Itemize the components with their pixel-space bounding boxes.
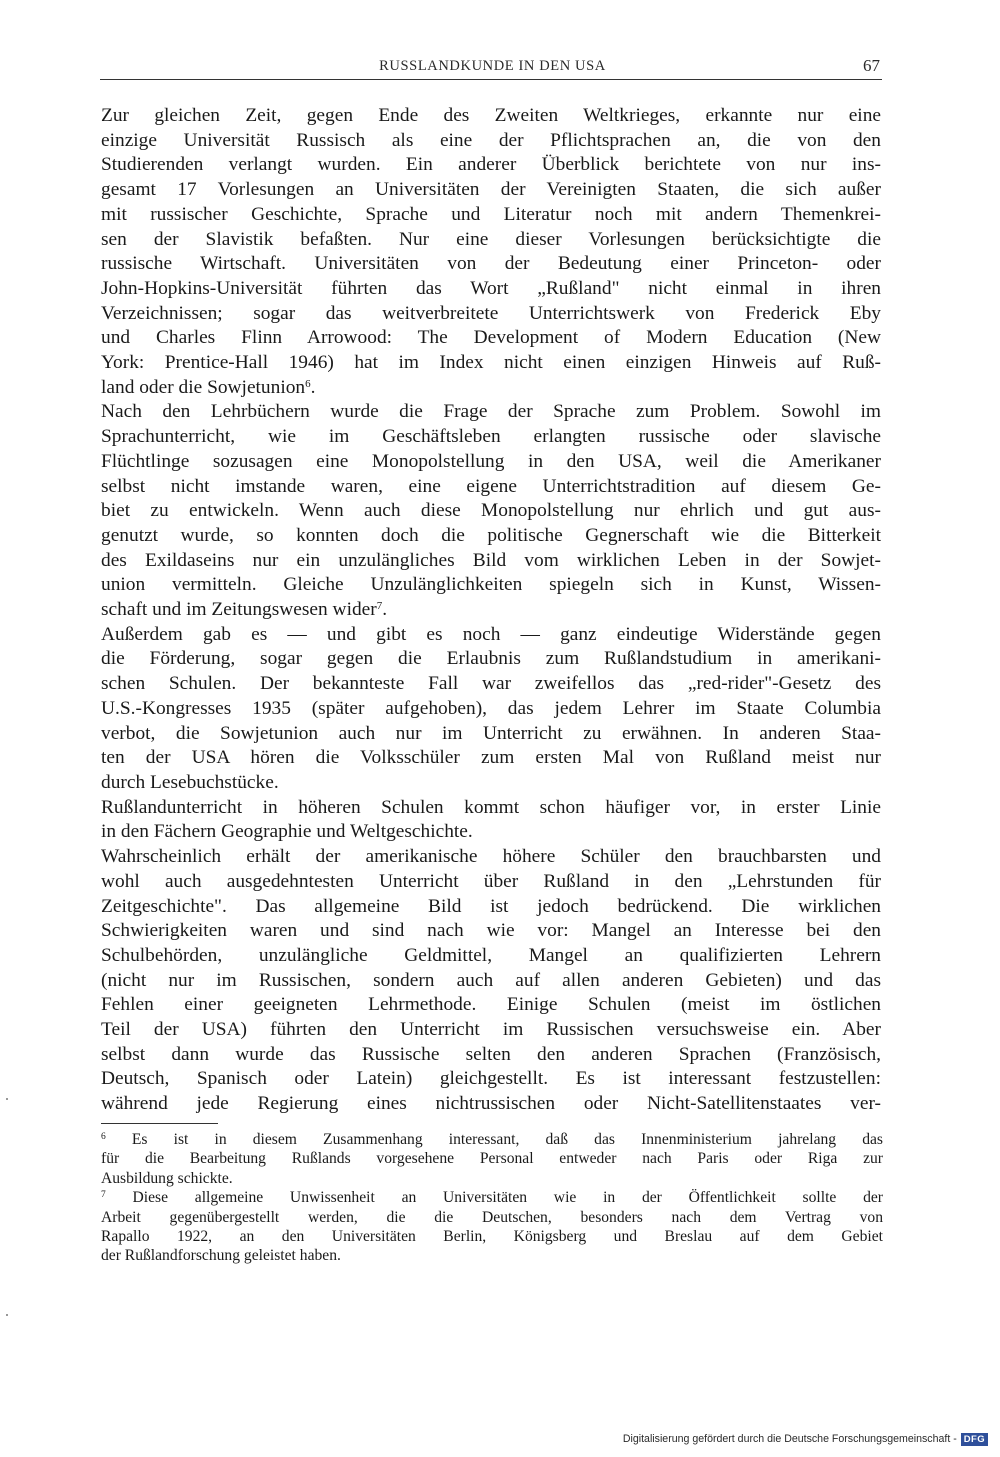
text-line: Zeitgeschichte". Das allgemeine Bild ist jedoch bedrückend. Die wirklichen bbox=[101, 895, 881, 917]
footnote bbox=[101, 1130, 883, 1188]
text-line: genutzt wurde, so konnten doch die politische Gegnerschaft wie die Bitterkeit bbox=[101, 524, 881, 546]
text-line: Deutsch, Spanisch oder Latein) gleichgestellt. Es ist interessant festzustellen: bbox=[101, 1068, 881, 1090]
scan-speck bbox=[6, 1314, 8, 1316]
text-line: wohl auch ausgedehntesten Unterricht über Rußland in den „Lehrstunden für bbox=[101, 870, 881, 892]
text-line: John-Hopkins-Universität führten das Wort „Rußland" nicht einmal in ihren bbox=[101, 277, 881, 299]
paragraph bbox=[101, 845, 881, 1117]
text-line: Rußlandunterricht in höheren Schulen kommt schon häufiger vor, in erster Linie bbox=[101, 796, 881, 818]
text-line: selbst dann wurde das Russische selten den anderen Sprachen (Französisch, bbox=[101, 1043, 881, 1065]
text-line bbox=[101, 376, 881, 401]
footnote-line: Arbeit gegenübergestellt werden, die die Deutschen, besonders nach dem Vertrag von bbox=[101, 1208, 883, 1226]
text-fragment: schaft und im Zeitungswesen wider bbox=[101, 599, 377, 621]
footnote-marker: 7 bbox=[101, 1190, 106, 1201]
footnote-line: Rapallo 1922, an den Universitäten Berlin, Königsberg und Breslau auf dem Gebiet bbox=[101, 1228, 883, 1246]
text-line: gesamt 17 Vorlesungen an Universitäten der Vereinigten Staaten, die sich außer bbox=[101, 179, 881, 201]
text-line: Außerdem gab es — und gibt es noch — ganz eindeutige Widerstände gegen bbox=[101, 623, 881, 645]
paragraph bbox=[101, 400, 881, 622]
text-line: durch Lesebuchstücke. bbox=[101, 771, 279, 793]
text-line bbox=[101, 598, 881, 623]
body-text bbox=[101, 104, 881, 1117]
text-line: schen Schulen. Der bekannteste Fall war zweifellos das „red-rider"-Gesetz des bbox=[101, 673, 881, 695]
text-line: Fehlen einer geeigneten Lehrmethode. Einige Schulen (meist im östlichen bbox=[101, 994, 881, 1016]
text-line: Wahrscheinlich erhält der amerikanische höhere Schüler den brauchbarsten und bbox=[101, 846, 881, 868]
scan-speck bbox=[6, 1098, 8, 1100]
text-line: York: Prentice-Hall 1946) hat im Index nicht einen einzigen Hinweis auf Ruß- bbox=[101, 352, 881, 374]
dfg-logo: DFG bbox=[961, 1433, 988, 1446]
footnote-line bbox=[101, 1188, 883, 1207]
text-line: ten der USA hören die Volksschüler zum ersten Mal von Rußland meist nur bbox=[101, 747, 881, 769]
footnotes bbox=[101, 1130, 883, 1266]
credit-text: Digitalisierung gefördert durch die Deutsche Forschungsgemeinschaft - bbox=[622, 1433, 957, 1445]
text-line: Flüchtlinge sozusagen eine Monopolstellung in den USA, weil die Amerikaner bbox=[101, 450, 881, 472]
text-line: die Förderung, sogar gegen die Erlaubnis zum Rußlandstudium in amerikani- bbox=[101, 648, 881, 670]
text-line: selbst nicht imstande waren, eine eigene Unterrichtstradition auf diesem Ge- bbox=[101, 475, 881, 497]
text-line: Studierenden verlangt wurden. Ein anderer Überblick berichtete von nur ins- bbox=[101, 154, 881, 176]
text-line: Verzeichnissen; sogar das weitverbreitete Unterrichtswerk von Frederick Eby bbox=[101, 302, 881, 324]
text-line: russische Wirtschaft. Universitäten von der Bedeutung einer Princeton- oder bbox=[101, 253, 881, 275]
text-line: mit russischer Geschichte, Sprache und Literatur noch mit andern Themenkrei- bbox=[101, 203, 881, 225]
text-line: Schwierigkeiten waren und sind nach wie vor: Mangel an Interesse bei den bbox=[101, 920, 881, 942]
footnote bbox=[101, 1188, 883, 1266]
text-line: einzige Universität Russisch als eine der Pflichtsprachen an, die von den bbox=[101, 129, 881, 151]
text-line: union vermitteln. Gleiche Unzulänglichkeiten spiegeln sich in Kunst, Wissen- bbox=[101, 574, 881, 596]
text-line: U.S.-Kongresses 1935 (später aufgehoben), das jedem Lehrer im Staate Columbia bbox=[101, 697, 881, 719]
text-line: des Exildaseins nur ein unzulängliches Bild vom wirklichen Leben in der Sowjet- bbox=[101, 549, 881, 571]
text-fragment: Diese allgemeine Unwissenheit an Universitäten wie in der Öffentlichkeit sollte der bbox=[132, 1189, 883, 1207]
running-header bbox=[105, 56, 880, 78]
footnote-line: der Rußlandforschung geleistet haben. bbox=[101, 1247, 341, 1265]
text-line: Zur gleichen Zeit, gegen Ende des Zweiten Weltkrieges, erkannte nur eine bbox=[101, 105, 881, 126]
paragraph bbox=[101, 623, 881, 796]
page-number: 67 bbox=[863, 56, 880, 75]
text-line: verbot, die Sowjetunion auch nur im Unterricht zu erwähnen. In anderen Staa- bbox=[101, 722, 881, 744]
running-title: RUSSLANDKUNDE IN DEN USA bbox=[379, 58, 606, 74]
text-line: sen der Slavistik befaßten. Nur eine dieser Vorlesungen berücksichtigte die bbox=[101, 228, 881, 250]
text-line: in den Fächern Geographie und Weltgeschichte. bbox=[101, 821, 473, 843]
footnote-line: für die Bearbeitung Rußlands vorgesehene Personal entweder nach Paris oder Riga zur bbox=[101, 1150, 883, 1168]
paragraph bbox=[101, 104, 881, 400]
footnote-marker: 6 bbox=[101, 1132, 106, 1142]
footnote-ref: 7 bbox=[376, 600, 383, 613]
text-fragment: . bbox=[310, 376, 316, 398]
paragraph bbox=[101, 796, 881, 845]
footnote-ref: 6 bbox=[305, 377, 311, 390]
text-line: Nach den Lehrbüchern wurde die Frage der Sprache zum Problem. Sowohl im bbox=[101, 401, 881, 423]
footnote-line: Ausbildung schickte. bbox=[101, 1169, 233, 1187]
text-line: (nicht nur im Russischen, sondern auch auf allen anderen Gebieten) und das bbox=[101, 969, 881, 991]
footnote-line bbox=[101, 1130, 883, 1149]
header-rule bbox=[100, 79, 882, 80]
text-fragment: . bbox=[382, 599, 388, 621]
text-fragment: Es ist in diesem Zusammenhang interessant, daß das Innenministerium jahrelang das bbox=[131, 1131, 883, 1148]
digitization-credit bbox=[623, 1431, 988, 1447]
text-line: während jede Regierung eines nichtrussischen oder Nicht-Satellitenstaates ver- bbox=[101, 1093, 881, 1115]
footnote-rule bbox=[101, 1123, 218, 1124]
text-line: Sprachunterricht, wie im Geschäftsleben erlangten russische oder slavische bbox=[101, 426, 881, 448]
text-line: biet zu entwickeln. Wenn auch diese Monopolstellung nur ehrlich und gut aus- bbox=[101, 500, 881, 522]
text-fragment: land oder die Sowjetunion bbox=[101, 376, 306, 398]
text-line: Schulbehörden, unzulängliche Geldmittel, Mangel an qualifizierten Lehrern bbox=[101, 944, 881, 966]
text-line: und Charles Flinn Arrowood: The Development of Modern Education (New bbox=[101, 327, 881, 349]
text-line: Teil der USA) führten den Unterricht im Russischen versuchsweise ein. Aber bbox=[101, 1019, 881, 1041]
